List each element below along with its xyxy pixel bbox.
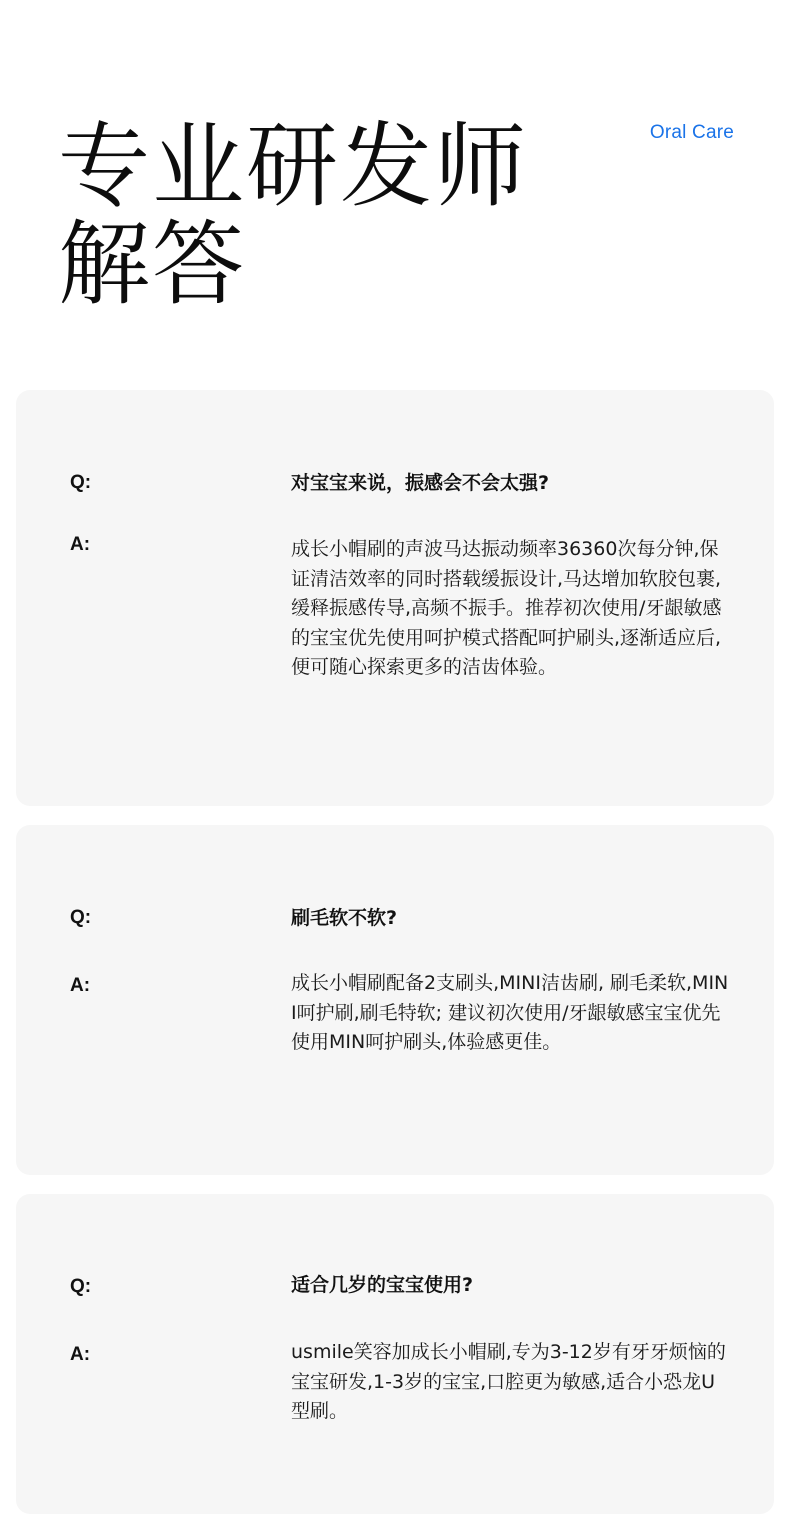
question-label: Q: bbox=[70, 1276, 92, 1297]
answer-label: A: bbox=[70, 975, 91, 996]
answer-text: 成长小帽刷配备2支刷头,MINI洁齿刷, 刷毛柔软,MINI呵护刷,刷毛特软; 建议初次使用/牙龈敏感宝宝优先使用MIN呵护刷头,体验感更佳。 bbox=[291, 972, 729, 1053]
faq-card-3 bbox=[16, 1194, 774, 1514]
page-title-line-2: 解答 bbox=[58, 211, 247, 318]
page-title-line-1: 专业研发师 bbox=[58, 113, 529, 220]
question-text: 刷毛软不软? bbox=[291, 907, 398, 929]
answer-text: 成长小帽刷的声波马达振动频率36360次每分钟,保证清洁效率的同时搭载缓振设计,马达增加软胶包裹,缓释振感传导,高频不振手。推荐初次使用/牙龈敏感的宝宝优先使用呵护模式搭配呵护刷头,逐渐适应后,便可随心探索更多的洁齿体验。 bbox=[291, 538, 722, 678]
answer-text: usmile笑容加成长小帽刷,专为3-12岁有牙牙烦恼的宝宝研发,1-3岁的宝宝,口腔更为敏感,适合小恐龙U型刷。 bbox=[291, 1341, 726, 1422]
faq-card-1 bbox=[16, 390, 774, 806]
answer-label: A: bbox=[70, 1344, 91, 1365]
answer-label: A: bbox=[70, 534, 91, 555]
brand-tag: Oral Care bbox=[649, 122, 734, 143]
question-label: Q: bbox=[70, 472, 92, 493]
question-label: Q: bbox=[70, 907, 92, 928]
question-text: 对宝宝来说，振感会不会太强? bbox=[291, 472, 550, 494]
page-title bbox=[58, 113, 529, 318]
question-text: 适合几岁的宝宝使用? bbox=[291, 1274, 474, 1296]
faq-card-2 bbox=[16, 825, 774, 1175]
